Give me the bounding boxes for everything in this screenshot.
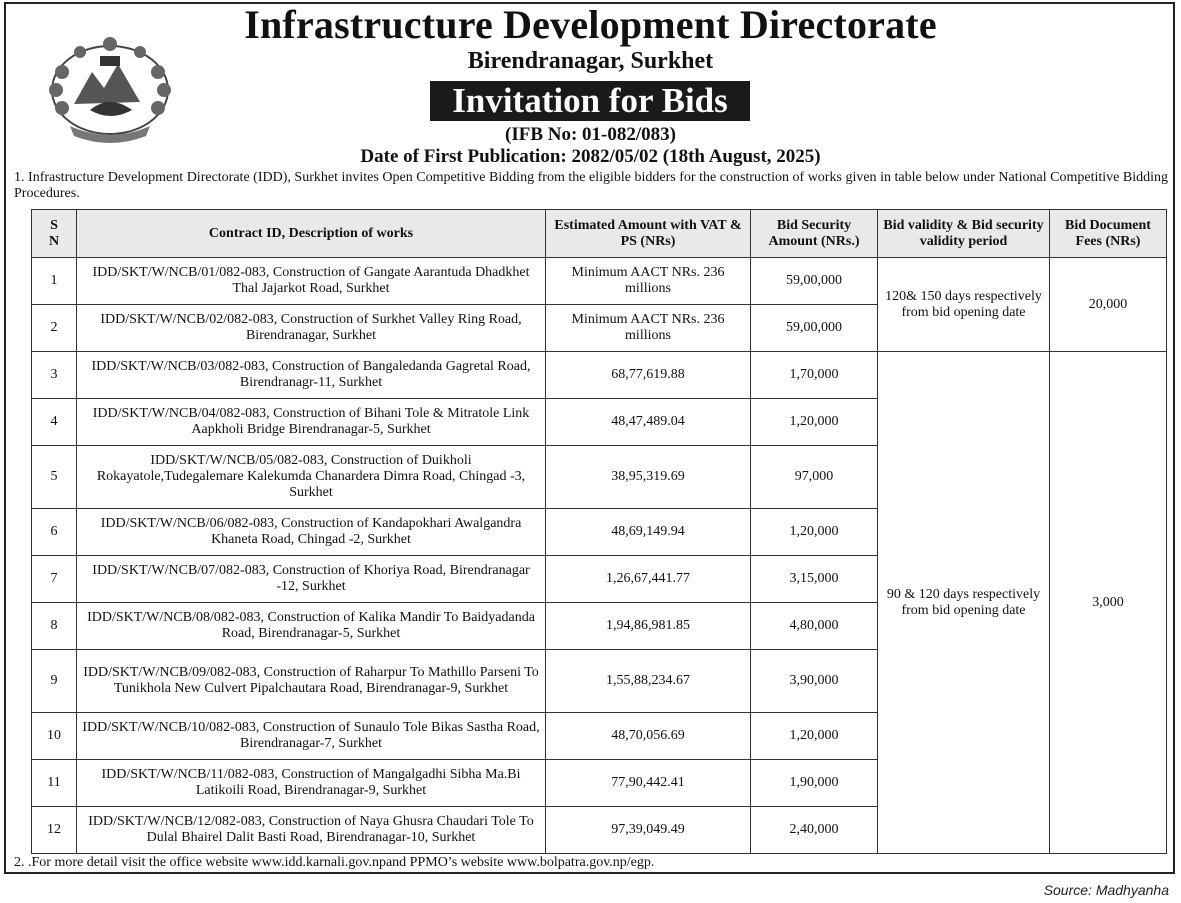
cell-amount: 77,90,442.41: [546, 760, 751, 807]
header-validity: Bid validity & Bid security validity period: [878, 210, 1050, 258]
cell-security: 59,00,000: [751, 258, 878, 305]
cell-sn: 1: [32, 258, 77, 305]
cell-security: 59,00,000: [751, 305, 878, 352]
page-title: Infrastructure Development Directorate: [244, 2, 937, 47]
cell-amount: Minimum AACT NRs. 236 millions: [546, 258, 751, 305]
cell-security: 3,15,000: [751, 556, 878, 603]
cell-description: IDD/SKT/W/NCB/09/082-083, Construction of Raharpur To Mathillo Parseni To Tunikhola New Culvert Pipalchautara Road, Birendranagar-9, Surkhet: [77, 650, 546, 713]
intro-note: 1. Infrastructure Development Directorate (IDD), Surkhet invites Open Competitive Bidding from the eligible bidders for the construction of works given in table below under National Competitive Bidding Procedures.: [14, 170, 1168, 201]
cell-amount: 48,70,056.69: [546, 713, 751, 760]
footer-note: 2. .For more detail visit the office website www.idd.karnali.gov.npand PPMO’s website www.bolpatra.gov.np/egp.: [14, 855, 655, 870]
cell-fees-group-1: 20,000: [1050, 258, 1167, 352]
cell-amount: 1,94,86,981.85: [546, 603, 751, 650]
cell-description: IDD/SKT/W/NCB/01/082-083, Construction of Gangate Aarantuda Dhadkhet Thal Jajarkot Road, Surkhet: [77, 258, 546, 305]
cell-security: 1,20,000: [751, 509, 878, 556]
cell-sn: 6: [32, 509, 77, 556]
cell-sn: 2: [32, 305, 77, 352]
source-credit: Source: Madhyanha: [1043, 882, 1169, 898]
cell-description: IDD/SKT/W/NCB/11/082-083, Construction of Mangalgadhi Sibha Ma.Bi Latikoili Road, Birendranagar-9, Surkhet: [77, 760, 546, 807]
bids-table: [31, 209, 1167, 854]
cell-security: 1,20,000: [751, 713, 878, 760]
cell-sn: 4: [32, 399, 77, 446]
header-amount: Estimated Amount with VAT & PS (NRs): [546, 210, 751, 258]
cell-amount: Minimum AACT NRs. 236 millions: [546, 305, 751, 352]
cell-amount: 1,55,88,234.67: [546, 650, 751, 713]
cell-security: 2,40,000: [751, 807, 878, 854]
cell-sn: 9: [32, 650, 77, 713]
ifb-number: (IFB No: 01-082/083): [505, 124, 676, 145]
page-subtitle: Birendranagar, Surkhet: [467, 48, 714, 74]
cell-description: IDD/SKT/W/NCB/03/082-083, Construction of Bangaledanda Gagretal Road, Birendranagr-11, Surkhet: [77, 352, 546, 399]
cell-description: IDD/SKT/W/NCB/06/082-083, Construction of Kandapokhari Awalgandra Khaneta Road, Chingad -2, Surkhet: [77, 509, 546, 556]
cell-amount: 1,26,67,441.77: [546, 556, 751, 603]
cell-description: IDD/SKT/W/NCB/07/082-083, Construction of Khoriya Road, Birendranagar -12, Surkhet: [77, 556, 546, 603]
cell-security: 1,90,000: [751, 760, 878, 807]
cell-security: 4,80,000: [751, 603, 878, 650]
cell-sn: 7: [32, 556, 77, 603]
cell-description: IDD/SKT/W/NCB/10/082-083, Construction of Sunaulo Tole Bikas Sastha Road, Birendranagar-7, Surkhet: [77, 713, 546, 760]
table-row: [32, 352, 1167, 399]
cell-validity-group-2: 90 & 120 days respectively from bid opening date: [878, 352, 1050, 854]
cell-sn: 3: [32, 352, 77, 399]
cell-amount: 68,77,619.88: [546, 352, 751, 399]
cell-security: 1,70,000: [751, 352, 878, 399]
cell-fees-group-2: 3,000: [1050, 352, 1167, 854]
cell-security: 97,000: [751, 446, 878, 509]
table-header-row: [32, 210, 1167, 258]
header-security: Bid Security Amount (NRs.): [751, 210, 878, 258]
invitation-banner: Invitation for Bids: [430, 81, 750, 121]
cell-sn: 8: [32, 603, 77, 650]
cell-description: IDD/SKT/W/NCB/05/082-083, Construction of Duikholi Rokayatole,Tudegalemare Kalekumda Chanardera Dimra Road, Chingad -3, Surkhet: [77, 446, 546, 509]
cell-description: IDD/SKT/W/NCB/04/082-083, Construction of Bihani Tole & Mitratole Link Aapkholi Bridge Birendranagar-5, Surkhet: [77, 399, 546, 446]
cell-security: 3,90,000: [751, 650, 878, 713]
table-row: [32, 258, 1167, 305]
publication-date: Date of First Publication: 2082/05/02 (18th August, 2025): [360, 146, 821, 167]
header-sn: S N: [32, 210, 77, 258]
cell-amount: 48,69,149.94: [546, 509, 751, 556]
cell-amount: 38,95,319.69: [546, 446, 751, 509]
cell-description: IDD/SKT/W/NCB/08/082-083, Construction of Kalika Mandir To Baidyadanda Road, Birendranagar-5, Surkhet: [77, 603, 546, 650]
cell-sn: 10: [32, 713, 77, 760]
header-fees: Bid Document Fees (NRs): [1050, 210, 1167, 258]
cell-sn: 11: [32, 760, 77, 807]
cell-sn: 12: [32, 807, 77, 854]
cell-sn: 5: [32, 446, 77, 509]
cell-description: IDD/SKT/W/NCB/02/082-083, Construction of Surkhet Valley Ring Road, Birendranagar, Surkhet: [77, 305, 546, 352]
cell-validity-group-1: 120& 150 days respectively from bid opening date: [878, 258, 1050, 352]
cell-security: 1,20,000: [751, 399, 878, 446]
cell-description: IDD/SKT/W/NCB/12/082-083, Construction of Naya Ghusra Chaudari Tole To Dulal Bhairel Dalit Basti Road, Birendranagar-10, Surkhet: [77, 807, 546, 854]
cell-amount: 48,47,489.04: [546, 399, 751, 446]
header-description: Contract ID, Description of works: [77, 210, 546, 258]
cell-amount: 97,39,049.49: [546, 807, 751, 854]
